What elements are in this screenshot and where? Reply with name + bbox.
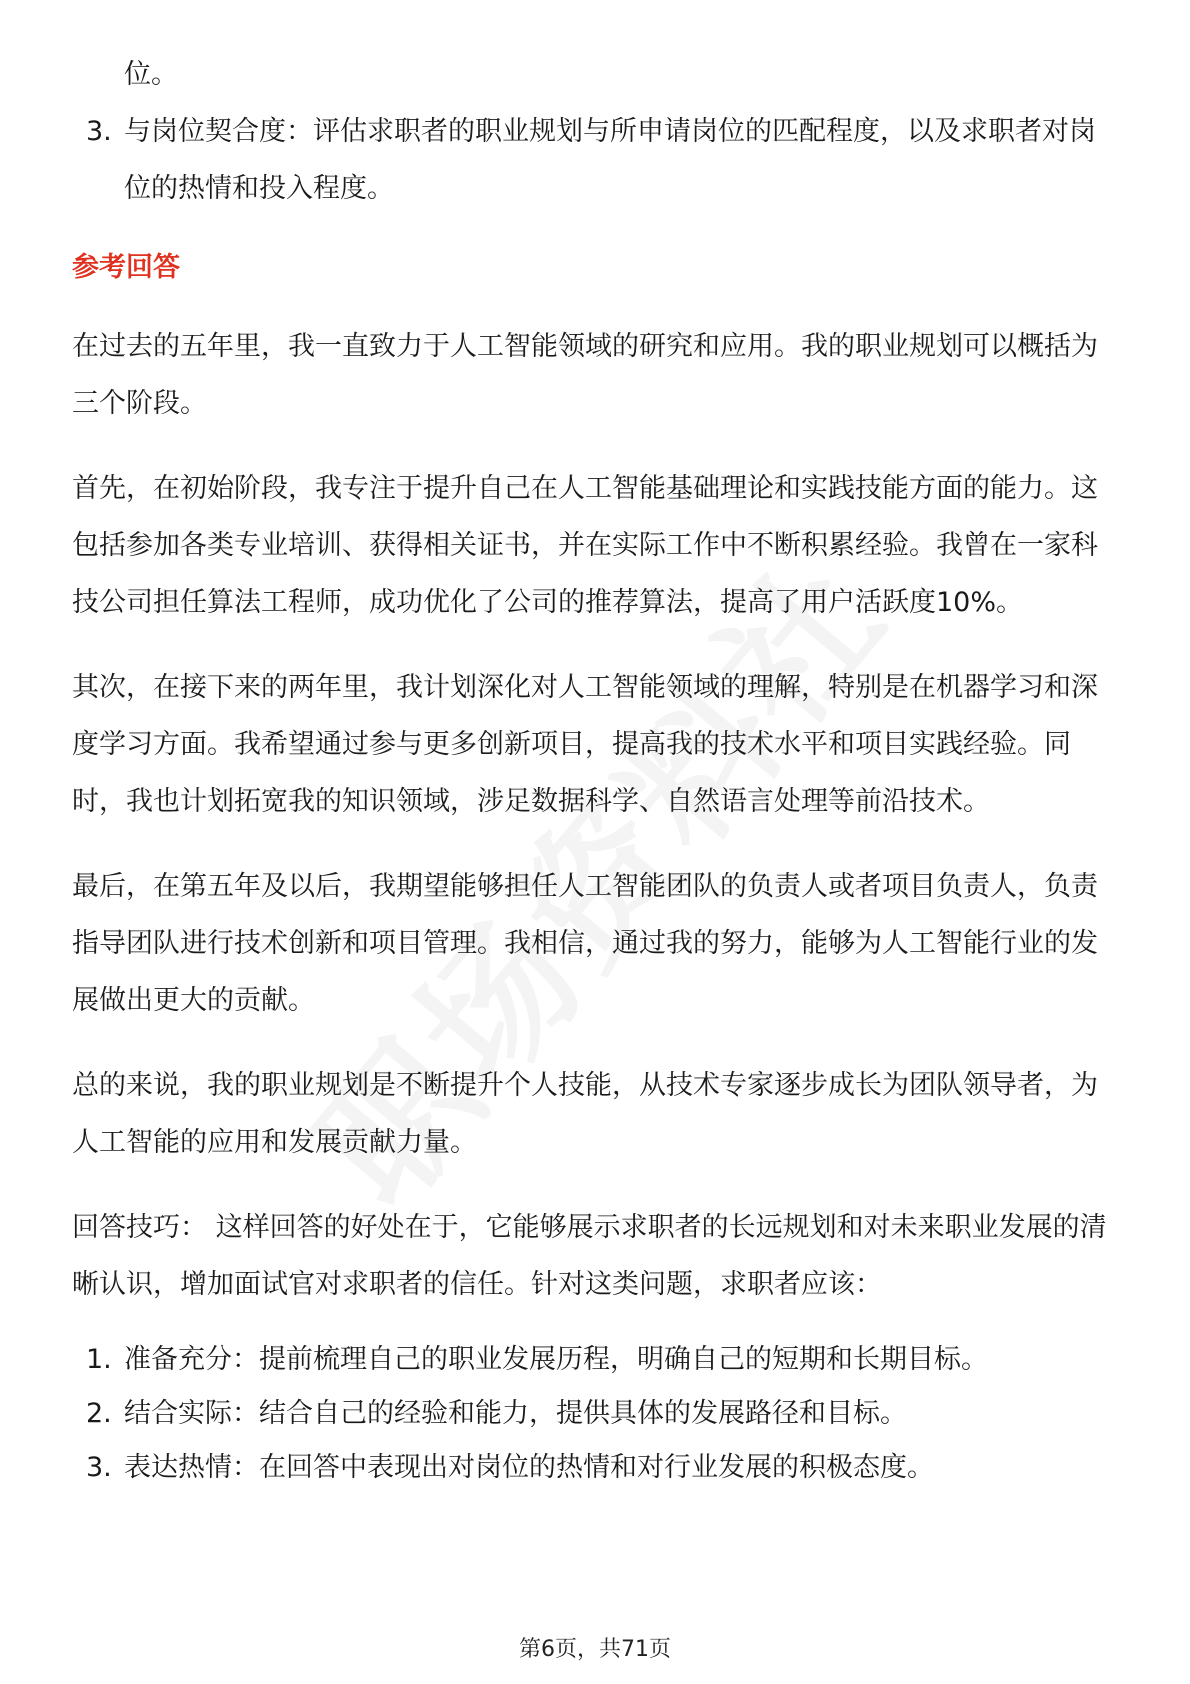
list-item-text: 结合实际：结合自己的经验和能力，提供具体的发展路径和目标。 xyxy=(124,1398,907,1429)
paragraph-first: 首先，在初始阶段，我专注于提升自己在人工智能基础理论和实践技能方面的能力。这包括参加各类专业培训、获得相关证书，并在实际工作中不断积累经验。我曾在一家科技公司担任算法工程师，成功优化了公司的推荐算法，提高了用户活跃度10%。 xyxy=(72,473,1098,618)
criteria-list xyxy=(72,103,1122,217)
tips-list xyxy=(72,1333,1122,1495)
section-heading: 参考回答 xyxy=(72,252,180,283)
paragraph-summary: 总的来说，我的职业规划是不断提升个人技能，从技术专家逐步成长为团队领导者，为人工智能的应用和发展贡献力量。 xyxy=(72,1070,1098,1158)
list-item xyxy=(72,1441,1122,1495)
paragraph-intro: 在过去的五年里，我一直致力于人工智能领域的研究和应用。我的职业规划可以概括为三个阶段。 xyxy=(72,331,1098,419)
list-item-number: 3. xyxy=(86,1452,112,1483)
list-item-text: 与岗位契合度：评估求职者的职业规划与所申请岗位的匹配程度，以及求职者对岗位的热情和投入程度。 xyxy=(124,116,1096,204)
paragraph-second: 其次，在接下来的两年里，我计划深化对人工智能领域的理解，特别是在机器学习和深度学习方面。我希望通过参与更多创新项目，提高我的技术水平和项目实践经验。同时，我也计划拓宽我的知识领域，涉足数据科学、自然语言处理等前沿技术。 xyxy=(72,672,1098,817)
paragraph-tips-intro: 回答技巧： 这样回答的好处在于，它能够展示求职者的长远规划和对未来职业发展的清晰认识，增加面试官对求职者的信任。针对这类问题，求职者应该： xyxy=(72,1212,1107,1300)
list-item-number: 3. xyxy=(86,116,112,147)
list-item-text: 表达热情：在回答中表现出对岗位的热情和对行业发展的积极态度。 xyxy=(124,1452,934,1483)
page-number: 第6页，共71页 xyxy=(519,1637,671,1662)
page-content xyxy=(72,46,1122,1495)
list-item xyxy=(72,1387,1122,1441)
list-continuation: 位。 xyxy=(124,59,178,90)
list-item-number: 1. xyxy=(86,1344,112,1375)
paragraph-last: 最后，在第五年及以后，我期望能够担任人工智能团队的负责人或者项目负责人，负责指导团队进行技术创新和项目管理。我相信，通过我的努力，能够为人工智能行业的发展做出更大的贡献。 xyxy=(72,871,1098,1016)
list-item xyxy=(72,1333,1122,1387)
list-item-number: 2. xyxy=(86,1398,112,1429)
list-item xyxy=(72,103,1122,217)
list-item-text: 准备充分：提前梳理自己的职业发展历程，明确自己的短期和长期目标。 xyxy=(124,1344,988,1375)
